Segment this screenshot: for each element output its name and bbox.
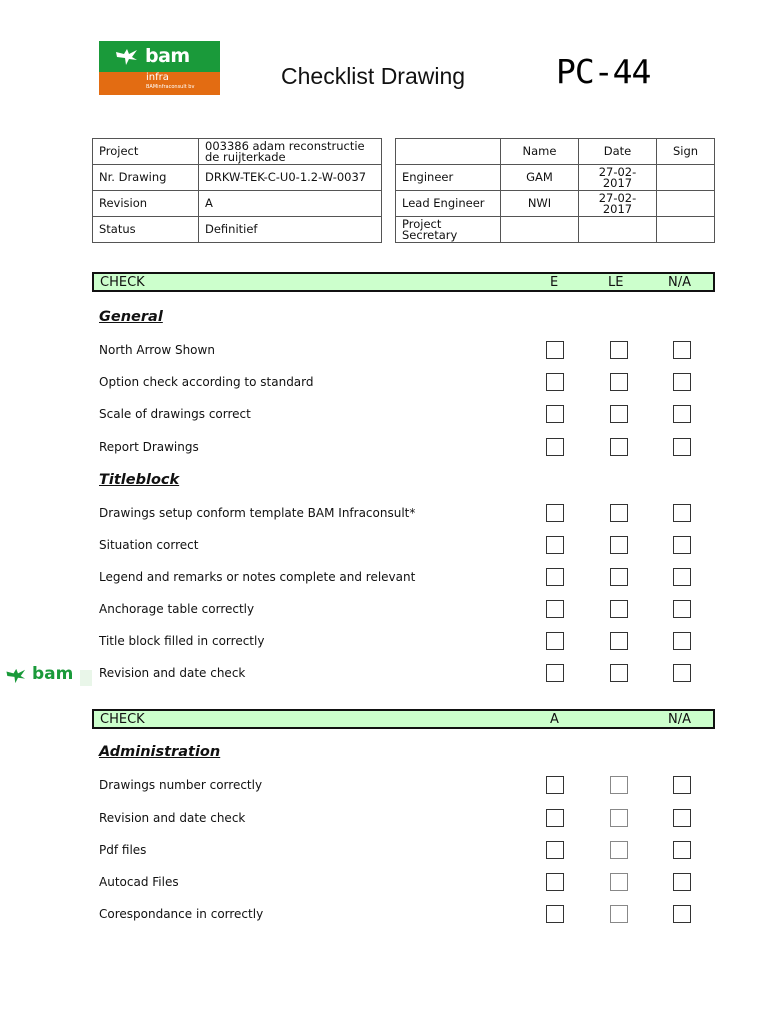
date-cell: 27-02- 2017 xyxy=(579,165,657,191)
name-cell: GAM xyxy=(501,165,579,191)
checkbox-e[interactable] xyxy=(546,341,564,359)
checkbox-blank[interactable] xyxy=(610,776,628,794)
item-label: Corespondance in correctly xyxy=(99,907,264,921)
check-header-bar xyxy=(92,272,715,292)
checklist-item xyxy=(0,373,768,393)
checklist-item xyxy=(0,632,768,652)
field-value: A xyxy=(199,191,382,217)
bam-infra-logo xyxy=(99,41,220,95)
checkbox-na[interactable] xyxy=(673,873,691,891)
checklist-item xyxy=(0,873,768,893)
checkbox-e[interactable] xyxy=(546,632,564,650)
checklist-item xyxy=(0,776,768,796)
decorative-block xyxy=(80,670,92,686)
item-label: Legend and remarks or notes complete and relevant xyxy=(99,570,416,584)
checkbox-le[interactable] xyxy=(610,341,628,359)
field-value: 003386 adam reconstructie de ruijterkade xyxy=(199,139,382,165)
table-row xyxy=(396,217,715,243)
checkbox-e[interactable] xyxy=(546,568,564,586)
page-title: Checklist Drawing xyxy=(281,63,466,89)
role-cell: Project Secretary xyxy=(396,217,501,243)
column-a-label: A xyxy=(550,712,559,727)
checkbox-na[interactable] xyxy=(673,664,691,682)
logo-tagline: BAMinfraconsult bv xyxy=(146,84,195,90)
sign-cell[interactable] xyxy=(657,165,715,191)
column-na-label: N/A xyxy=(668,712,691,727)
item-label: Pdf files xyxy=(99,843,147,857)
item-label: Drawings setup conform template BAM Infraconsult* xyxy=(99,506,416,520)
sign-header: Sign xyxy=(657,139,715,165)
checkbox-na[interactable] xyxy=(673,841,691,859)
checkbox-le[interactable] xyxy=(610,405,628,423)
item-label: Revision and date check xyxy=(99,666,246,680)
table-row xyxy=(396,191,715,217)
checkbox-le[interactable] xyxy=(610,536,628,554)
field-value: Definitief xyxy=(199,217,382,243)
document-code: PC-44 xyxy=(556,52,651,91)
checkbox-a[interactable] xyxy=(546,841,564,859)
checklist-item xyxy=(0,568,768,588)
check-label: CHECK xyxy=(100,712,145,727)
sign-cell[interactable] xyxy=(657,217,715,243)
section-title-general: General xyxy=(99,309,163,325)
table-row xyxy=(93,217,382,243)
field-label: Status xyxy=(93,217,199,243)
checkbox-na[interactable] xyxy=(673,776,691,794)
checkbox-na[interactable] xyxy=(673,536,691,554)
item-label: Title block filled in correctly xyxy=(99,634,265,648)
field-label: Project xyxy=(93,139,199,165)
name-header: Name xyxy=(501,139,579,165)
section-title-titleblock: Titleblock xyxy=(99,472,180,488)
checkbox-blank[interactable] xyxy=(610,873,628,891)
table-row xyxy=(93,139,382,165)
checkbox-blank[interactable] xyxy=(610,905,628,923)
checkbox-a[interactable] xyxy=(546,873,564,891)
name-cell xyxy=(501,217,579,243)
item-label: Drawings number correctly xyxy=(99,778,263,792)
checklist-item xyxy=(0,438,768,458)
checkbox-le[interactable] xyxy=(610,568,628,586)
checkbox-e[interactable] xyxy=(546,405,564,423)
checkbox-le[interactable] xyxy=(610,373,628,391)
checkbox-a[interactable] xyxy=(546,905,564,923)
bird-icon xyxy=(115,48,143,66)
checkbox-le[interactable] xyxy=(610,632,628,650)
checkbox-na[interactable] xyxy=(673,405,691,423)
checklist-item xyxy=(0,600,768,620)
item-label: Report Drawings xyxy=(99,440,199,454)
check-header-bar xyxy=(92,709,715,729)
item-label: Option check according to standard xyxy=(99,375,314,389)
logo-word: bam xyxy=(32,664,74,684)
checkbox-na[interactable] xyxy=(673,438,691,456)
bird-icon xyxy=(5,668,31,684)
checkbox-le[interactable] xyxy=(610,504,628,522)
column-e-label: E xyxy=(550,275,559,290)
column-na-label: N/A xyxy=(668,275,691,290)
checkbox-blank[interactable] xyxy=(610,841,628,859)
checkbox-a[interactable] xyxy=(546,776,564,794)
checkbox-e[interactable] xyxy=(546,664,564,682)
checkbox-blank[interactable] xyxy=(610,809,628,827)
logo-word: bam xyxy=(145,45,190,67)
logo-sub: infra xyxy=(146,72,169,83)
field-label: Revision xyxy=(93,191,199,217)
item-label: Situation correct xyxy=(99,538,199,552)
table-row xyxy=(93,191,382,217)
checkbox-le[interactable] xyxy=(610,600,628,618)
field-label: Nr. Drawing xyxy=(93,165,199,191)
checkbox-na[interactable] xyxy=(673,568,691,586)
item-label: North Arrow Shown xyxy=(99,343,215,357)
checkbox-na[interactable] xyxy=(673,809,691,827)
checkbox-le[interactable] xyxy=(610,664,628,682)
item-label: Autocad Files xyxy=(99,875,179,889)
checklist-item xyxy=(0,536,768,556)
checkbox-le[interactable] xyxy=(610,438,628,456)
checkbox-e[interactable] xyxy=(546,438,564,456)
checklist-item xyxy=(0,809,768,829)
section-title-administration: Administration xyxy=(99,744,221,760)
checkbox-e[interactable] xyxy=(546,600,564,618)
item-label: Revision and date check xyxy=(99,811,246,825)
column-le-label: LE xyxy=(608,275,624,290)
checkbox-e[interactable] xyxy=(546,373,564,391)
table-header-row xyxy=(396,139,715,165)
name-cell: NWI xyxy=(501,191,579,217)
date-header: Date xyxy=(579,139,657,165)
sign-cell[interactable] xyxy=(657,191,715,217)
project-info-table xyxy=(92,138,382,243)
checkbox-a[interactable] xyxy=(546,809,564,827)
field-value: DRKW-TEK-C-U0-1.2-W-0037 xyxy=(199,165,382,191)
checklist-item xyxy=(0,405,768,425)
role-cell: Engineer xyxy=(396,165,501,191)
checkbox-e[interactable] xyxy=(546,536,564,554)
checklist-item xyxy=(0,504,768,524)
checkbox-e[interactable] xyxy=(546,504,564,522)
checkbox-na[interactable] xyxy=(673,632,691,650)
checklist-item xyxy=(0,664,768,684)
date-cell xyxy=(579,217,657,243)
checklist-item xyxy=(0,841,768,861)
checklist-item xyxy=(0,905,768,925)
approvals-table xyxy=(395,138,715,243)
checkbox-na[interactable] xyxy=(673,905,691,923)
role-cell: Lead Engineer xyxy=(396,191,501,217)
table-row xyxy=(396,165,715,191)
role-header xyxy=(396,139,501,165)
checkbox-na[interactable] xyxy=(673,373,691,391)
date-cell: 27-02- 2017 xyxy=(579,191,657,217)
checklist-item xyxy=(0,341,768,361)
checkbox-na[interactable] xyxy=(673,341,691,359)
table-row xyxy=(93,165,382,191)
item-label: Anchorage table correctly xyxy=(99,602,255,616)
checkbox-na[interactable] xyxy=(673,600,691,618)
item-label: Scale of drawings correct xyxy=(99,407,251,421)
check-label: CHECK xyxy=(100,275,145,290)
checkbox-na[interactable] xyxy=(673,504,691,522)
bam-side-logo xyxy=(5,664,92,686)
